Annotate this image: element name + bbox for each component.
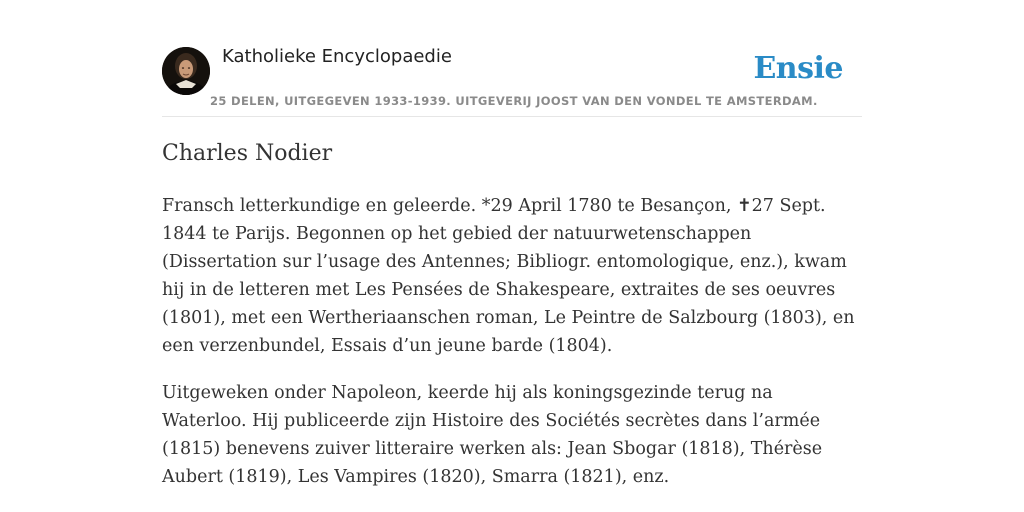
article-paragraph: Fransch letterkundige en geleerde. *29 April 1780 te Besançon, ✝27 Sept. 1844 te Parijs. Begonnen op het gebied der natuurwetenschappen (Dissertation sur l’usage des Antennes; Bibliogr. entomologique, enz.), kwam hij in de letteren met Les Pensées de Shakespeare, extraites de ses oeuvres (1801), met een Wertheriaanschen roman, Le Peintre de Salzbourg (1803), en een verzenbundel, Essais d’un jeune barde (1804). [162,196,855,356]
source-meta: 25 DELEN, UITGEGEVEN 1933-1939. UITGEVERIJ JOOST VAN DEN VONDEL TE AMSTERDAM. [210,94,818,108]
source-header [162,40,862,117]
source-title[interactable]: Katholieke Encyclopaedie [222,46,452,67]
portrait-icon [162,47,210,95]
article [162,138,862,491]
portrait-avatar[interactable] [162,47,210,95]
article-paragraph: Uitgeweken onder Napoleon, keerde hij als koningsgezinde terug na Waterloo. Hij publiceerde zijn Histoire des Sociétés secrètes dans l’armée (1815) benevens zuiver litteraire werken als: Jean Sbogar (1818), Thérèse Aubert (1819), Les Vampires (1820), Smarra (1821), enz. [162,383,823,487]
article-title: Charles Nodier [162,141,333,166]
ensie-logo[interactable]: Ensie [753,51,843,86]
